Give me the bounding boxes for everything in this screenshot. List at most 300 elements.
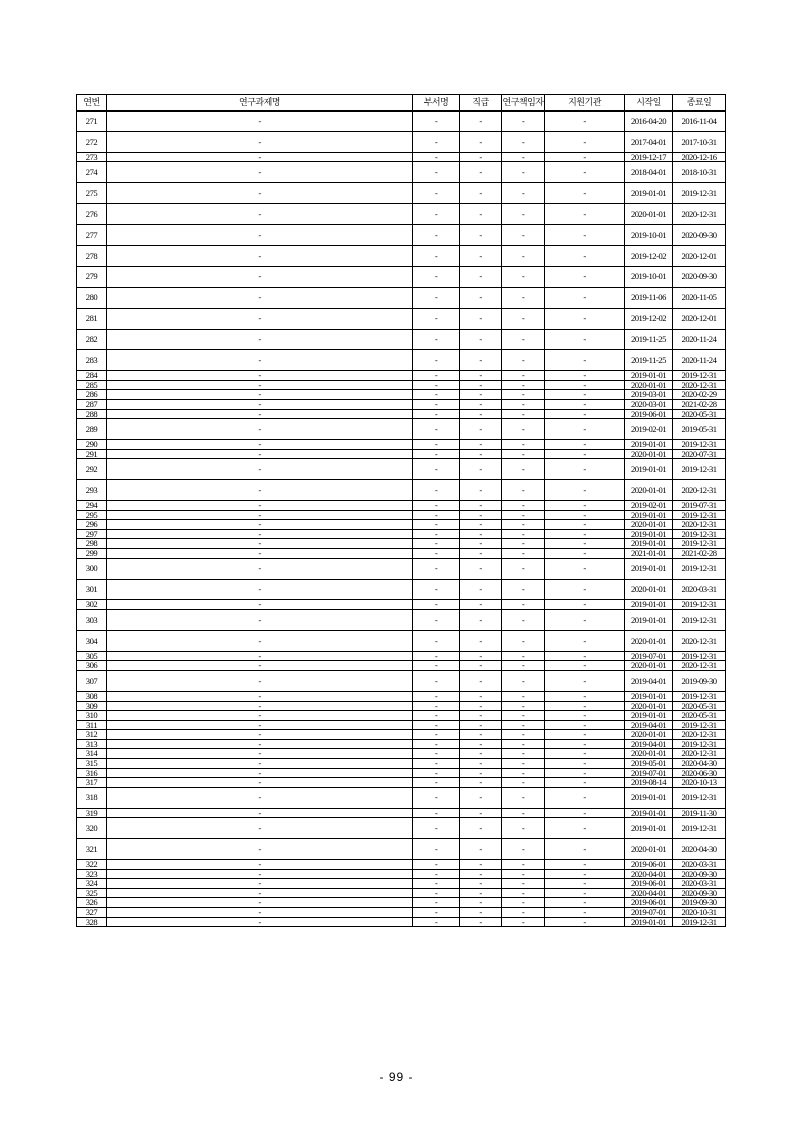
cell-serial-number: 282 [77, 329, 107, 350]
cell-end-date: 2019-05-31 [673, 419, 726, 440]
cell-department: - [413, 768, 460, 778]
cell-principal-investigator: - [502, 691, 545, 701]
cell-end-date: 2019-12-31 [673, 720, 726, 730]
table-row [77, 778, 726, 788]
cell-end-date: 2020-11-24 [673, 350, 726, 371]
cell-rank: - [460, 839, 502, 860]
table-row [77, 501, 726, 511]
cell-funding-agency: - [545, 879, 625, 889]
cell-department: - [413, 888, 460, 898]
cell-project-title: - [107, 183, 413, 204]
cell-rank: - [460, 787, 502, 808]
table-row [77, 245, 726, 266]
table-row [77, 860, 726, 870]
cell-end-date: 2020-12-31 [673, 380, 726, 390]
cell-project-title: - [107, 898, 413, 908]
cell-rank: - [460, 419, 502, 440]
cell-funding-agency: - [545, 449, 625, 459]
cell-start-date: 2019-04-01 [625, 671, 673, 692]
cell-end-date: 2020-09-30 [673, 888, 726, 898]
cell-funding-agency: - [545, 869, 625, 879]
cell-principal-investigator: - [502, 520, 545, 530]
cell-funding-agency: - [545, 539, 625, 549]
table-row [77, 839, 726, 860]
cell-principal-investigator: - [502, 818, 545, 839]
cell-principal-investigator: - [502, 730, 545, 740]
cell-principal-investigator: - [502, 839, 545, 860]
cell-serial-number: 303 [77, 610, 107, 631]
cell-funding-agency: - [545, 225, 625, 246]
cell-department: - [413, 520, 460, 530]
cell-project-title: - [107, 558, 413, 579]
cell-principal-investigator: - [502, 908, 545, 918]
cell-department: - [413, 749, 460, 759]
cell-end-date: 2020-03-31 [673, 579, 726, 600]
cell-start-date: 2019-06-01 [625, 409, 673, 419]
cell-serial-number: 318 [77, 787, 107, 808]
cell-end-date: 2019-12-31 [673, 610, 726, 631]
cell-department: - [413, 869, 460, 879]
cell-project-title: - [107, 869, 413, 879]
cell-rank: - [460, 917, 502, 927]
cell-serial-number: 326 [77, 898, 107, 908]
cell-end-date: 2020-10-31 [673, 908, 726, 918]
cell-start-date: 2019-05-01 [625, 759, 673, 769]
cell-start-date: 2020-01-01 [625, 749, 673, 759]
cell-funding-agency: - [545, 787, 625, 808]
cell-funding-agency: - [545, 131, 625, 152]
cell-end-date: 2020-04-30 [673, 759, 726, 769]
cell-start-date: 2019-01-01 [625, 787, 673, 808]
table-header [77, 95, 726, 111]
cell-funding-agency: - [545, 480, 625, 501]
cell-principal-investigator: - [502, 778, 545, 788]
table-row [77, 671, 726, 692]
table-row [77, 390, 726, 400]
cell-rank: - [460, 520, 502, 530]
cell-department: - [413, 661, 460, 671]
table-row [77, 371, 726, 381]
cell-rank: - [460, 879, 502, 889]
cell-principal-investigator: - [502, 409, 545, 419]
cell-department: - [413, 558, 460, 579]
cell-department: - [413, 701, 460, 711]
cell-department: - [413, 808, 460, 818]
cell-project-title: - [107, 787, 413, 808]
cell-rank: - [460, 651, 502, 661]
cell-department: - [413, 787, 460, 808]
header-start-date: 시작일 [625, 95, 673, 111]
cell-funding-agency: - [545, 720, 625, 730]
cell-funding-agency: - [545, 371, 625, 381]
cell-funding-agency: - [545, 529, 625, 539]
cell-rank: - [460, 390, 502, 400]
cell-start-date: 2019-01-01 [625, 818, 673, 839]
cell-end-date: 2020-03-31 [673, 879, 726, 889]
cell-serial-number: 291 [77, 449, 107, 459]
cell-end-date: 2020-07-31 [673, 449, 726, 459]
cell-serial-number: 278 [77, 245, 107, 266]
cell-principal-investigator: - [502, 749, 545, 759]
cell-start-date: 2019-04-01 [625, 720, 673, 730]
cell-start-date: 2019-02-01 [625, 501, 673, 511]
cell-rank: - [460, 245, 502, 266]
cell-serial-number: 298 [77, 539, 107, 549]
table-row [77, 917, 726, 927]
cell-serial-number: 297 [77, 529, 107, 539]
cell-principal-investigator: - [502, 917, 545, 927]
cell-start-date: 2019-06-01 [625, 860, 673, 870]
cell-end-date: 2019-12-31 [673, 651, 726, 661]
table-row [77, 730, 726, 740]
cell-department: - [413, 152, 460, 162]
cell-rank: - [460, 371, 502, 381]
cell-department: - [413, 440, 460, 450]
cell-funding-agency: - [545, 308, 625, 329]
cell-project-title: - [107, 111, 413, 132]
cell-funding-agency: - [545, 162, 625, 183]
cell-rank: - [460, 409, 502, 419]
cell-start-date: 2020-01-01 [625, 480, 673, 501]
cell-project-title: - [107, 529, 413, 539]
cell-start-date: 2019-07-01 [625, 908, 673, 918]
table-row [77, 711, 726, 721]
cell-project-title: - [107, 152, 413, 162]
cell-serial-number: 301 [77, 579, 107, 600]
cell-project-title: - [107, 860, 413, 870]
cell-principal-investigator: - [502, 329, 545, 350]
cell-funding-agency: - [545, 204, 625, 225]
table-row [77, 908, 726, 918]
cell-start-date: 2020-01-01 [625, 380, 673, 390]
cell-principal-investigator: - [502, 529, 545, 539]
cell-rank: - [460, 860, 502, 870]
cell-start-date: 2019-06-01 [625, 879, 673, 889]
cell-funding-agency: - [545, 759, 625, 769]
cell-serial-number: 327 [77, 908, 107, 918]
table-row [77, 225, 726, 246]
table-row [77, 768, 726, 778]
table-row [77, 879, 726, 889]
cell-start-date: 2019-01-01 [625, 808, 673, 818]
cell-end-date: 2020-12-31 [673, 749, 726, 759]
cell-principal-investigator: - [502, 860, 545, 870]
cell-department: - [413, 510, 460, 520]
table-row [77, 808, 726, 818]
cell-rank: - [460, 701, 502, 711]
table-row [77, 869, 726, 879]
cell-end-date: 2019-12-31 [673, 510, 726, 520]
cell-principal-investigator: - [502, 400, 545, 410]
cell-project-title: - [107, 419, 413, 440]
cell-principal-investigator: - [502, 371, 545, 381]
cell-funding-agency: - [545, 768, 625, 778]
table-row [77, 898, 726, 908]
cell-project-title: - [107, 888, 413, 898]
cell-project-title: - [107, 730, 413, 740]
cell-serial-number: 310 [77, 711, 107, 721]
cell-end-date: 2020-12-01 [673, 308, 726, 329]
cell-start-date: 2019-01-01 [625, 610, 673, 631]
cell-funding-agency: - [545, 329, 625, 350]
cell-department: - [413, 860, 460, 870]
cell-project-title: - [107, 510, 413, 520]
cell-end-date: 2016-11-04 [673, 111, 726, 132]
table-row [77, 459, 726, 480]
cell-rank: - [460, 749, 502, 759]
cell-department: - [413, 480, 460, 501]
cell-principal-investigator: - [502, 510, 545, 520]
cell-rank: - [460, 529, 502, 539]
table-row [77, 818, 726, 839]
cell-funding-agency: - [545, 610, 625, 631]
cell-department: - [413, 879, 460, 889]
cell-department: - [413, 839, 460, 860]
cell-department: - [413, 691, 460, 701]
cell-rank: - [460, 610, 502, 631]
cell-rank: - [460, 558, 502, 579]
cell-start-date: 2020-01-01 [625, 579, 673, 600]
cell-rank: - [460, 308, 502, 329]
cell-project-title: - [107, 266, 413, 287]
cell-project-title: - [107, 350, 413, 371]
cell-start-date: 2019-01-01 [625, 691, 673, 701]
cell-project-title: - [107, 818, 413, 839]
cell-funding-agency: - [545, 671, 625, 692]
cell-department: - [413, 409, 460, 419]
table-row [77, 701, 726, 711]
cell-project-title: - [107, 409, 413, 419]
cell-department: - [413, 778, 460, 788]
cell-funding-agency: - [545, 860, 625, 870]
cell-department: - [413, 245, 460, 266]
cell-project-title: - [107, 908, 413, 918]
cell-project-title: - [107, 380, 413, 390]
cell-serial-number: 289 [77, 419, 107, 440]
cell-start-date: 2019-12-02 [625, 245, 673, 266]
cell-principal-investigator: - [502, 380, 545, 390]
cell-serial-number: 320 [77, 818, 107, 839]
cell-start-date: 2019-01-01 [625, 539, 673, 549]
cell-funding-agency: - [545, 419, 625, 440]
cell-end-date: 2017-10-31 [673, 131, 726, 152]
cell-funding-agency: - [545, 630, 625, 651]
table-row [77, 749, 726, 759]
table-row [77, 549, 726, 559]
cell-principal-investigator: - [502, 480, 545, 501]
cell-start-date: 2019-02-01 [625, 419, 673, 440]
research-projects-table [76, 94, 726, 927]
cell-end-date: 2020-12-31 [673, 204, 726, 225]
table-row [77, 529, 726, 539]
table-row [77, 739, 726, 749]
cell-department: - [413, 204, 460, 225]
cell-project-title: - [107, 449, 413, 459]
header-rank: 직급 [460, 95, 502, 111]
cell-end-date: 2020-10-13 [673, 778, 726, 788]
cell-department: - [413, 711, 460, 721]
page-number: - 99 - [379, 1070, 414, 1084]
cell-rank: - [460, 739, 502, 749]
cell-end-date: 2019-12-31 [673, 183, 726, 204]
cell-project-title: - [107, 501, 413, 511]
cell-department: - [413, 579, 460, 600]
cell-principal-investigator: - [502, 711, 545, 721]
cell-start-date: 2019-01-01 [625, 371, 673, 381]
table-row [77, 287, 726, 308]
cell-end-date: 2019-09-30 [673, 898, 726, 908]
cell-principal-investigator: - [502, 579, 545, 600]
cell-serial-number: 328 [77, 917, 107, 927]
cell-funding-agency: - [545, 898, 625, 908]
table-row [77, 419, 726, 440]
cell-end-date: 2020-12-31 [673, 630, 726, 651]
cell-serial-number: 315 [77, 759, 107, 769]
cell-start-date: 2019-01-01 [625, 510, 673, 520]
cell-serial-number: 307 [77, 671, 107, 692]
cell-rank: - [460, 759, 502, 769]
cell-funding-agency: - [545, 287, 625, 308]
cell-principal-investigator: - [502, 539, 545, 549]
cell-principal-investigator: - [502, 162, 545, 183]
header-principal-investigator: 연구책임자 [502, 95, 545, 111]
table-row [77, 759, 726, 769]
cell-serial-number: 321 [77, 839, 107, 860]
cell-rank: - [460, 869, 502, 879]
cell-project-title: - [107, 539, 413, 549]
cell-principal-investigator: - [502, 720, 545, 730]
cell-funding-agency: - [545, 808, 625, 818]
cell-department: - [413, 630, 460, 651]
cell-serial-number: 311 [77, 720, 107, 730]
cell-project-title: - [107, 329, 413, 350]
table-row [77, 449, 726, 459]
cell-rank: - [460, 501, 502, 511]
cell-funding-agency: - [545, 245, 625, 266]
table-row [77, 600, 726, 610]
cell-project-title: - [107, 400, 413, 410]
cell-funding-agency: - [545, 459, 625, 480]
cell-funding-agency: - [545, 183, 625, 204]
cell-funding-agency: - [545, 350, 625, 371]
cell-department: - [413, 111, 460, 132]
cell-start-date: 2020-01-01 [625, 630, 673, 651]
cell-department: - [413, 449, 460, 459]
cell-department: - [413, 287, 460, 308]
cell-rank: - [460, 711, 502, 721]
cell-rank: - [460, 908, 502, 918]
cell-end-date: 2019-12-31 [673, 529, 726, 539]
cell-department: - [413, 350, 460, 371]
cell-funding-agency: - [545, 380, 625, 390]
cell-funding-agency: - [545, 152, 625, 162]
cell-start-date: 2019-01-01 [625, 183, 673, 204]
cell-end-date: 2019-07-31 [673, 501, 726, 511]
cell-funding-agency: - [545, 549, 625, 559]
table-row [77, 520, 726, 530]
cell-start-date: 2019-08-14 [625, 778, 673, 788]
cell-end-date: 2020-09-30 [673, 869, 726, 879]
cell-department: - [413, 739, 460, 749]
cell-serial-number: 292 [77, 459, 107, 480]
cell-funding-agency: - [545, 409, 625, 419]
cell-department: - [413, 651, 460, 661]
cell-principal-investigator: - [502, 459, 545, 480]
cell-serial-number: 284 [77, 371, 107, 381]
cell-funding-agency: - [545, 701, 625, 711]
cell-serial-number: 305 [77, 651, 107, 661]
cell-funding-agency: - [545, 510, 625, 520]
cell-funding-agency: - [545, 501, 625, 511]
cell-project-title: - [107, 739, 413, 749]
cell-start-date: 2019-01-01 [625, 558, 673, 579]
cell-project-title: - [107, 808, 413, 818]
cell-department: - [413, 610, 460, 631]
table-row [77, 661, 726, 671]
cell-department: - [413, 419, 460, 440]
cell-serial-number: 325 [77, 888, 107, 898]
cell-principal-investigator: - [502, 449, 545, 459]
cell-end-date: 2020-09-30 [673, 225, 726, 246]
cell-principal-investigator: - [502, 879, 545, 889]
cell-principal-investigator: - [502, 131, 545, 152]
cell-principal-investigator: - [502, 350, 545, 371]
cell-start-date: 2019-10-01 [625, 266, 673, 287]
cell-start-date: 2019-01-01 [625, 529, 673, 539]
research-projects-table-container [76, 94, 725, 927]
cell-serial-number: 274 [77, 162, 107, 183]
cell-rank: - [460, 329, 502, 350]
cell-end-date: 2019-12-31 [673, 558, 726, 579]
cell-end-date: 2020-11-24 [673, 329, 726, 350]
cell-department: - [413, 131, 460, 152]
cell-project-title: - [107, 459, 413, 480]
cell-start-date: 2019-11-25 [625, 350, 673, 371]
cell-project-title: - [107, 768, 413, 778]
cell-project-title: - [107, 651, 413, 661]
cell-principal-investigator: - [502, 245, 545, 266]
cell-end-date: 2020-02-29 [673, 390, 726, 400]
table-row [77, 720, 726, 730]
cell-principal-investigator: - [502, 549, 545, 559]
cell-rank: - [460, 549, 502, 559]
cell-department: - [413, 529, 460, 539]
cell-funding-agency: - [545, 111, 625, 132]
cell-rank: - [460, 459, 502, 480]
cell-serial-number: 290 [77, 440, 107, 450]
cell-department: - [413, 818, 460, 839]
cell-principal-investigator: - [502, 787, 545, 808]
cell-start-date: 2018-04-01 [625, 162, 673, 183]
cell-funding-agency: - [545, 749, 625, 759]
cell-end-date: 2020-12-31 [673, 730, 726, 740]
cell-rank: - [460, 162, 502, 183]
cell-end-date: 2019-12-31 [673, 787, 726, 808]
cell-rank: - [460, 400, 502, 410]
cell-end-date: 2019-09-30 [673, 671, 726, 692]
cell-start-date: 2019-11-25 [625, 329, 673, 350]
cell-start-date: 2019-12-17 [625, 152, 673, 162]
cell-rank: - [460, 768, 502, 778]
cell-rank: - [460, 111, 502, 132]
table-row [77, 610, 726, 631]
table-row [77, 400, 726, 410]
header-row [77, 95, 726, 111]
cell-project-title: - [107, 720, 413, 730]
table-row [77, 558, 726, 579]
cell-project-title: - [107, 778, 413, 788]
cell-department: - [413, 501, 460, 511]
